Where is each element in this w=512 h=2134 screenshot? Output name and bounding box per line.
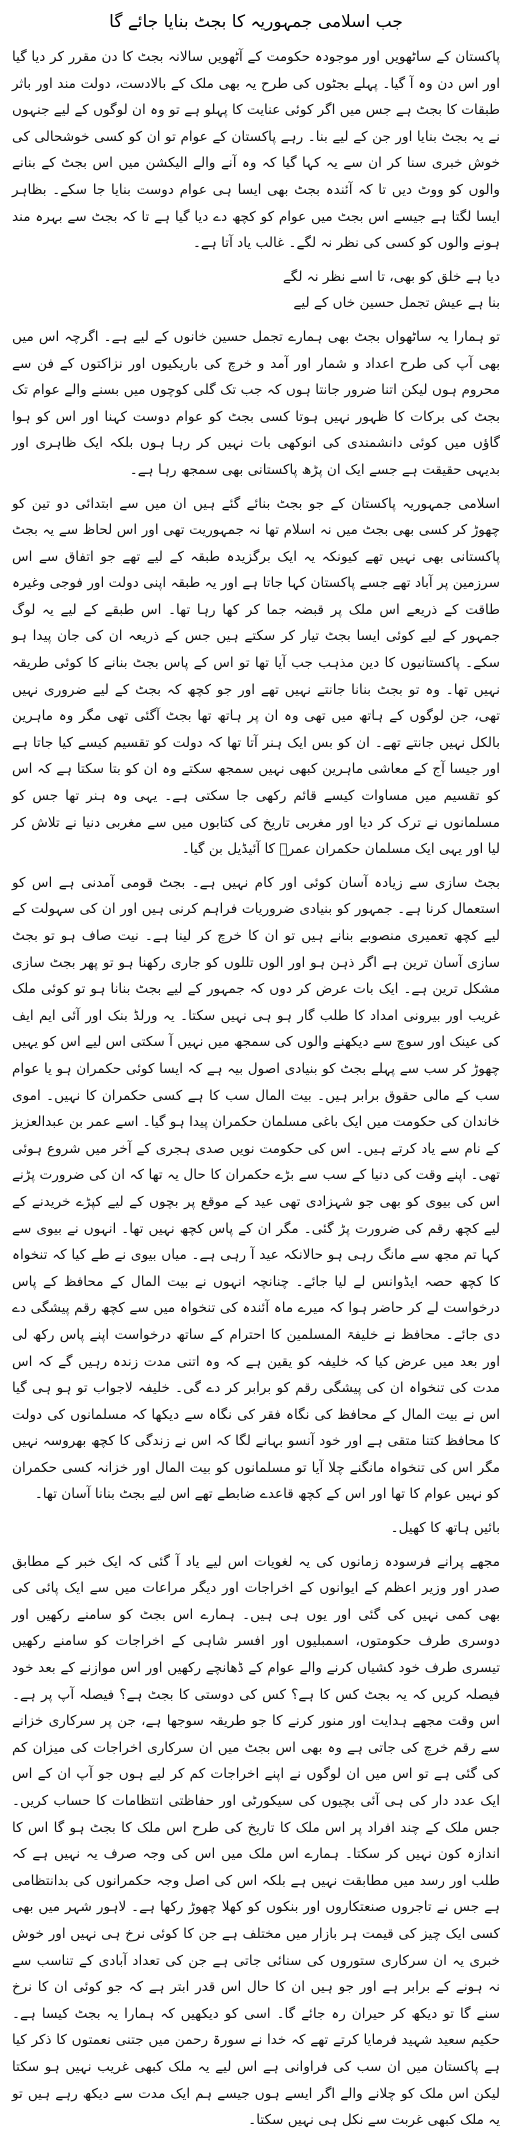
article-paragraph: اسلامی جمہوریہ پاکستان کے جو بجٹ بنائے گئے ہیں ان میں سے ابتدائی دو تین کو چھوڑ کر کسی بھی بجٹ میں نہ اسلام تھا نہ جمہوریت تھی اور اس لحاظ سے یہ بجٹ پاکستانی بھی نہیں تھے کیونکہ یہ ایک برگزیدہ طبقہ کے لیے تھے جو اتفاق سے اس سرزمین پر آباد تھے جسے پاکستان کہا جاتا ہے اور یہ طبقہ اپنی دولت اور فوجی وغیرہ طاقت کے ذریعے اس ملک پر قبضہ جما کر کھا رہا تھا۔ اس طبقے کے لیے یہ لوگ جمہور کے لیے کوئی ایسا بجٹ تیار کر سکتے ہیں جس کے ذریعہ ان کی جان پیدا ہو سکے۔ پاکستانیوں کا دین مذہب جب آیا تھا تو اس کے پاس بجٹ بنانے کا کوئی طریقہ نہیں تھا۔ وہ تو بجٹ بنانا جانتے نہیں تھے اور جو کچھ کہ بجٹ کے لیے ضروری نہیں تھی، جن لوگوں کے ہاتھ میں تھی وہ ان پر ہاتھ تھا بجٹ آگئی تھی مگر وہ ماہرین بالکل نہیں جانتے تھے۔ ان کو بس ایک ہنر آتا تھا کہ دولت کو تقسیم کیسے کیا جاتا ہے اور جیسا آج کے معاشی ماہرین کبھی نہیں سمجھ سکتے وہ ان کو بتا سکتا ہے کہ اس کو تقسیم میں مساوات کیسے قائم رکھی جا سکتی ہے۔ یہی وہ ہنر تھا جس کو مسلمانوں نے ترک کر دیا اور مغربی تاریخ کی کتابوں میں سے مغربی دنیا نے تلاش کر لیا اور یہی ایک مسلمان حکمران عمرؓ کا آئیڈیل بن گیا۔ [12,495,500,858]
article-paragraph: مجھے پرانے فرسودہ زمانوں کی یہ لغویات اس لیے یاد آ گئی کہ ایک خبر کے مطابق صدر اور وزیر اعظم کے ایوانوں کے اخراجات اور دیگر مراعات میں سے ایک پائی کی بھی کمی نہیں کی گئی اور یوں ہی ہیں۔ ہمارے اس بجٹ کو سامنے رکھیں اور دوسری طرف حکومتوں، اسمبلیوں اور افسر شاہی کے اخراجات کو سامنے رکھیں تیسری طرف خود کشیاں کرنے والے عوام کے ڈھانچے رکھیں اور اس موازنے کے بعد خود فیصلہ کریں کہ یہ بجٹ کس کا ہے؟ کس کی دوستی کا بجٹ ہے؟ فیصلہ آپ پر ہے۔ اس وقت مجھے ہدایت اور منور کرنے کا جو طریقہ سوجھا ہے، جن پر سرکاری خزانے سے رقم خرچ کی جاتی ہے وہ بھی اس بجٹ میں ان سرکاری اخراجات کی میزان کم کی گئی ہے تو اس میں ان لوگوں نے اپنے اخراجات کم کر لیے ہوں جو آپ ان کے اس ایک عدد دار کی ہی آئی بچیوں کی سیکورٹی اور حفاظتی انتظامات کا حساب کریں۔ جس ملک کے چند افراد پر اس ملک کا تاریخ کی طرح اس ملک کا بجٹ ہو گا اس کا اندازہ کون نہیں کر سکتا۔ ہمارے اس ملک میں اس کی وجہ صرف یہ نہیں ہے کہ طلب اور رسد میں مطابقت نہیں ہے بلکہ اس کی اصل وجہ حکمرانوں کی بدانتظامی ہے جس نے تاجروں صنعتکاروں اور بنکوں کو کھلا چھوڑ رکھا ہے۔ لاہور شہر میں بھی کسی ایک چیز کی قیمت ہر بازار میں مختلف ہے جن کا کوئی نرخ ہی نہیں اور خوش خبری یہ ان سرکاری ستوروں کی سنائی جاتی ہے جن کی تعداد آبادی کے تناسب سے نہ ہونے کے برابر ہے اور جو ہیں ان کا حال اس قدر ابتر ہے کہ جو کوئی ان کا نرخ سنے گا تو دیکھ کر حیران رہ جائے گا۔ اسی کو دیکھیں کہ ہمارا یہ بجٹ کیسا ہے۔ حکیم سعید شہید فرمایا کرتے تھے کہ خدا نے سورۃ رحمن میں جتنی نعمتوں کا ذکر کیا ہے پاکستان میں ان سب کی فراوانی ہے اس لیے یہ ملک کبھی غریب نہیں ہو سکتا لیکن اس ملک کو چلانے والے اگر ایسے ہوں جیسے ہم ایک مدت سے دیکھ رہے ہیں تو یہ ملک کبھی غربت سے نکل ہی نہیں سکتا۔ [12,1553,500,2129]
article-paragraph: تو ہمارا یہ ساٹھواں بجٹ بھی ہمارے تجمل حسین خانوں کے لیے ہے۔ اگرچہ اس میں بھی آپ کی طرح اعداد و شمار اور آمد و خرچ کی باریکیوں اور نزاکتوں کے فن سے محروم ہوں لیکن اتنا ضرور جانتا ہوں کہ جب تک گلی کوچوں میں بسنے والے عوام تک بجٹ کی برکات کا ظہور نہیں ہوتا کسی بجٹ کو عوام دوست کہنا اور اس کو ہوا گاؤں میں کوئی دانشمندی کی انوکھی بات نہیں کر رہا ہوں بلکہ ایک ظاہری اور بدیہی حقیقت ہے جسے ایک ان پڑھ پاکستانی بھی سمجھ رہا ہے۔ [12,328,500,478]
article-headline: جب اسلامی جمہوریہ کا بجٹ بنایا جائے گا [109,12,403,32]
verse-block [12,264,500,317]
closing-clause: بائیں ہاتھ کا کھیل۔ [390,1520,500,1537]
verse-line: بنا ہے عیش تجمل حسین خاں کے لیے [293,295,500,312]
article-paragraph: بجٹ سازی سے زیادہ آسان کوئی اور کام نہیں ہے۔ بجٹ قومی آمدنی ہے اس کو استعمال کرنا ہے۔ جمہور کو بنیادی ضروریات فراہم کرنی ہیں اور ان کی سہولت کے لیے کچھ تعمیری منصوبے بنانے ہیں تو ان کا خرچ کر لینا ہے۔ نیت صاف ہو تو بجٹ سازی آسان ترین ہے اگر ذہن ہو اور الوں تللوں کو جاری رکھنا ہو تو پھر بجٹ سازی مشکل ترین ہے۔ ایک بات عرض کر دوں کہ جمہور کے لیے بجٹ بنانا ہو تو کوئی ملک غریب اور بیرونی امداد کا طلب گار ہو ہی نہیں سکتا۔ یہ ورلڈ بنک اور آئی ایم ایف کی عینک اور سوچ سے دیکھنے والوں کی سمجھ میں نہیں آ سکتی اس لیے اس کو یہیں چھوڑ کر سب سے پہلے بجٹ کو بنیادی اصول بیہ ہے کہ ایسا کوئی حکمران ہو یا عوام سب کے مالی حقوق برابر ہیں۔ بیت المال سب کا ہے کسی حکمران کا نہیں۔ اموی خاندان کی حکومت میں ایک باغی مسلمان حکمران پیدا ہو گیا۔ اسے عمر بن عبدالعزیز کے نام سے یاد کرتے ہیں۔ اس کی حکومت نویں صدی ہجری کے آخر میں شروع ہوئی تھی۔ اپنے وقت کی دنیا کے سب سے بڑے حکمران کا حال یہ تھا کہ ان کی ضرورت پڑنے اس کی بیوی کو بھی جو شہزادی تھی عید کے موقع پر بچوں کے لیے کپڑے خریدنے کے لیے کچھ رقم کی ضرورت پڑ گئی۔ مگر ان کے پاس کچھ نہیں تھا۔ انہوں نے بیوی سے کہا تم مجھ سے مانگ رہی ہو حالانکہ عید آ رہی ہے۔ میاں بیوی نے طے کیا کہ تنخواہ کا کچھ حصہ ایڈوانس لے لیا جائے۔ چنانچہ انہوں نے بیت المال کے محافظ کے پاس درخواست لے کر حاضر ہوا کہ میرے ماہ آئندہ کی تنخواہ میں سے کچھ رقم پیشگی دے دی جائے۔ محافظ نے خلیفۃ المسلمین کا احترام کے ساتھ درخواست اپنے پاس رکھ لی اور بعد میں عرض کیا کہ خلیفہ کو یقین ہے کہ وہ اتنی مدت زندہ رہیں گے کہ اس مدت کی تنخواہ ان کی پیشگی رقم کو برابر کر دے گی۔ خلیفہ لاجواب تو ہو ہی گیا اس نے بیت المال کے محافظ کی نگاہ فقر کی نگاہ سے دیکھا کہ مسلمانوں کی دولت کا محافظ کتنا متقی ہے اور خود آنسو بہانے لگا کہ اس نے زندگی کا کچھ بھروسہ نہیں مگر اس کی تنخواہ مانگنے چلا آیا تو مسلمانوں کو بیت المال اور خزانہ کسی حکمران کو نہیں عوام کا تھا اور اس کے کچھ قاعدے ضابطے تھے اس لیے بجٹ بنانا آسان تھا۔ [12,874,500,1503]
verse-line: دیا ہے خلق کو بھی، تا اسے نظر نہ لگے [282,268,500,285]
article-paragraph: پاکستان کے ساٹھویں اور موجودہ حکومت کے آٹھویں سالانہ بجٹ کا دن مقرر کر دیا گیا اور اس دن وہ آ گیا۔ پہلے بجٹوں کی طرح یہ بھی ملک کے بالادست، دولت مند اور باثر طبقات کا بجٹ ہے جس میں اگر کوئی عنایت کا پہلو ہے تو وہ ان لوگوں کے لیے جنہوں نے یہ بجٹ بنایا اور جن کے لیے بنا۔ رہے پاکستان کے عوام تو ان کو کسی خوشحالی کی خوش خبری سنا کر ان سے یہ کہا گیا کہ وہ آنے والے الیکشن میں اس بجٹ کے بنانے والوں کو ووٹ دیں تا کہ آئندہ بجٹ بھی ایسا ہی عوام دوست بنایا جا سکے۔ بظاہر ایسا لگتا ہے جیسے اس بجٹ میں عوام کو کچھ دے دیا گیا ہے تا کہ بجٹ سے بہرہ مند ہونے والوں کو کسی کی نظر نہ لگے۔ غالب یاد آتا ہے۔ [12,49,500,252]
